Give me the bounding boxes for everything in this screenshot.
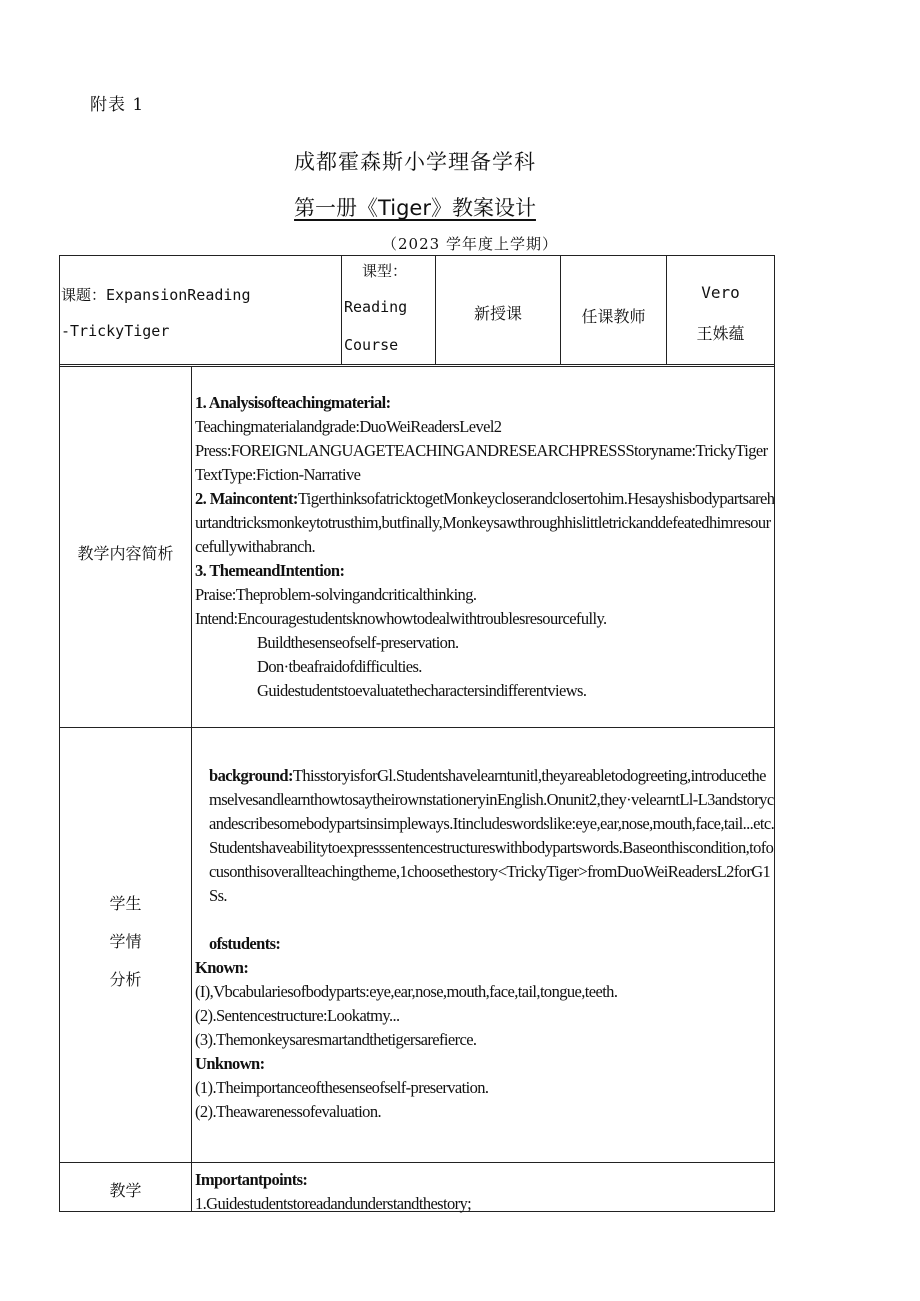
school-title: 成都霍森斯小学理备学科 <box>294 150 536 174</box>
topic-value: -TrickyTiger <box>61 322 170 340</box>
known-heading: Known: <box>195 958 249 977</box>
lesson-kind: 新授课 <box>473 304 522 323</box>
content-line: Press:FOREIGNLANGUAGETEACHINGANDRESEARCHPRESSStoryname:TrickyTiger <box>195 441 768 460</box>
content-line: Guidestudentstoevaluatethecharactersindifferentviews. <box>257 681 587 700</box>
known-item: (3).Themonkeysaresmartandthetigersarefierce. <box>195 1030 477 1049</box>
teacher-name-cn: 王姝蕴 <box>696 324 745 343</box>
unknown-item: (2).Theawarenessofevaluation. <box>195 1102 382 1121</box>
teaching-focus <box>195 1168 775 1216</box>
content-heading-2: 2. Maincontent: <box>195 489 298 508</box>
plan-title <box>0 192 830 222</box>
section-student-label-3: 分析 <box>109 970 142 989</box>
known-item: (I),Vbcabulariesofbodyparts:eye,ear,nose,mouth,face,tail,tongue,teeth. <box>195 982 618 1001</box>
appendix-label: 附表 1 <box>90 95 145 115</box>
section-teaching-label: 教学 <box>109 1181 142 1200</box>
unknown-heading: Unknown: <box>195 1054 265 1073</box>
background-text: ThisstoryisforGl.Studentshavelearntunitl,theyareabletodogreeting,introducethemselvesandlearnthowtosaytheirownstationeryinEnglish.Onunit2,they·velearntLl-L3andstorycandescribesomebodypartsinsimpleways.Itincludeswordslike:eye,ear,nose,mouth,face,tail...etc.Studentshaveabilitytoexpresssentencestructureswithbodypartswords.Baseonthiscondition,tofocusonthisoverallteachingtheme,1choosethestory<TrickyTiger>fromDuoWeiReadersL2forG1Ss. <box>209 766 775 905</box>
lesson-type-label: 课型： <box>362 262 408 280</box>
content-heading-1: 1. Analysisofteachingmaterial: <box>195 393 391 412</box>
teacher-label: 任课教师 <box>581 307 646 326</box>
term-label: （2023 学年度上学期） <box>382 235 558 253</box>
topic-label: 课题：ExpansionReading <box>61 286 251 304</box>
content-line: Teachingmaterialandgrade:DuoWeiReadersLevel2 <box>195 417 502 436</box>
important-points-heading: Importantpoints: <box>195 1170 308 1189</box>
section-content-label: 教学内容简析 <box>77 544 174 563</box>
content-line: Don·tbeafraidofdifficulties. <box>257 657 422 676</box>
content-analysis <box>195 391 775 703</box>
content-line: TextType:Fiction-Narrative <box>195 465 361 484</box>
content-line: Intend:Encouragestudentsknowhowtodealwithtroublesresourcefully. <box>195 609 607 628</box>
known-item: (2).Sentencestructure:Lookatmy... <box>195 1006 400 1025</box>
content-line: Buildthesenseofself-preservation. <box>257 633 459 652</box>
students-heading: ofstudents: <box>209 934 281 953</box>
content-line: Praise:Theproblem-solvingandcriticalthinking. <box>195 585 477 604</box>
lesson-type-value-1: Reading <box>344 298 408 316</box>
lesson-type-value-2: Course <box>344 336 399 354</box>
content-line: TigerthinksofatricktogetMonkeycloserandclosertohim.Hesayshisbodypartsarehurtandtricksmonkeytotrusthim,butfinally,Monkeysawthroughhislittletrickanddefeatedhimresourcefullywithabranch. <box>195 489 775 556</box>
background-label: background: <box>209 766 293 785</box>
section-student-label-2: 学情 <box>109 932 142 951</box>
plan-title-text: 第一册《Tiger》教案设计 <box>294 196 536 220</box>
student-analysis <box>195 764 775 1124</box>
important-point: 1.Guidestudentstoreadandunderstandthestory; <box>195 1194 472 1213</box>
teacher-name-en: Vero <box>701 283 740 302</box>
content-heading-3: 3. ThemeandIntention: <box>195 561 345 580</box>
unknown-item: (1).Theimportanceofthesenseofself-preservation. <box>195 1078 489 1097</box>
section-student-label-1: 学生 <box>109 894 142 913</box>
